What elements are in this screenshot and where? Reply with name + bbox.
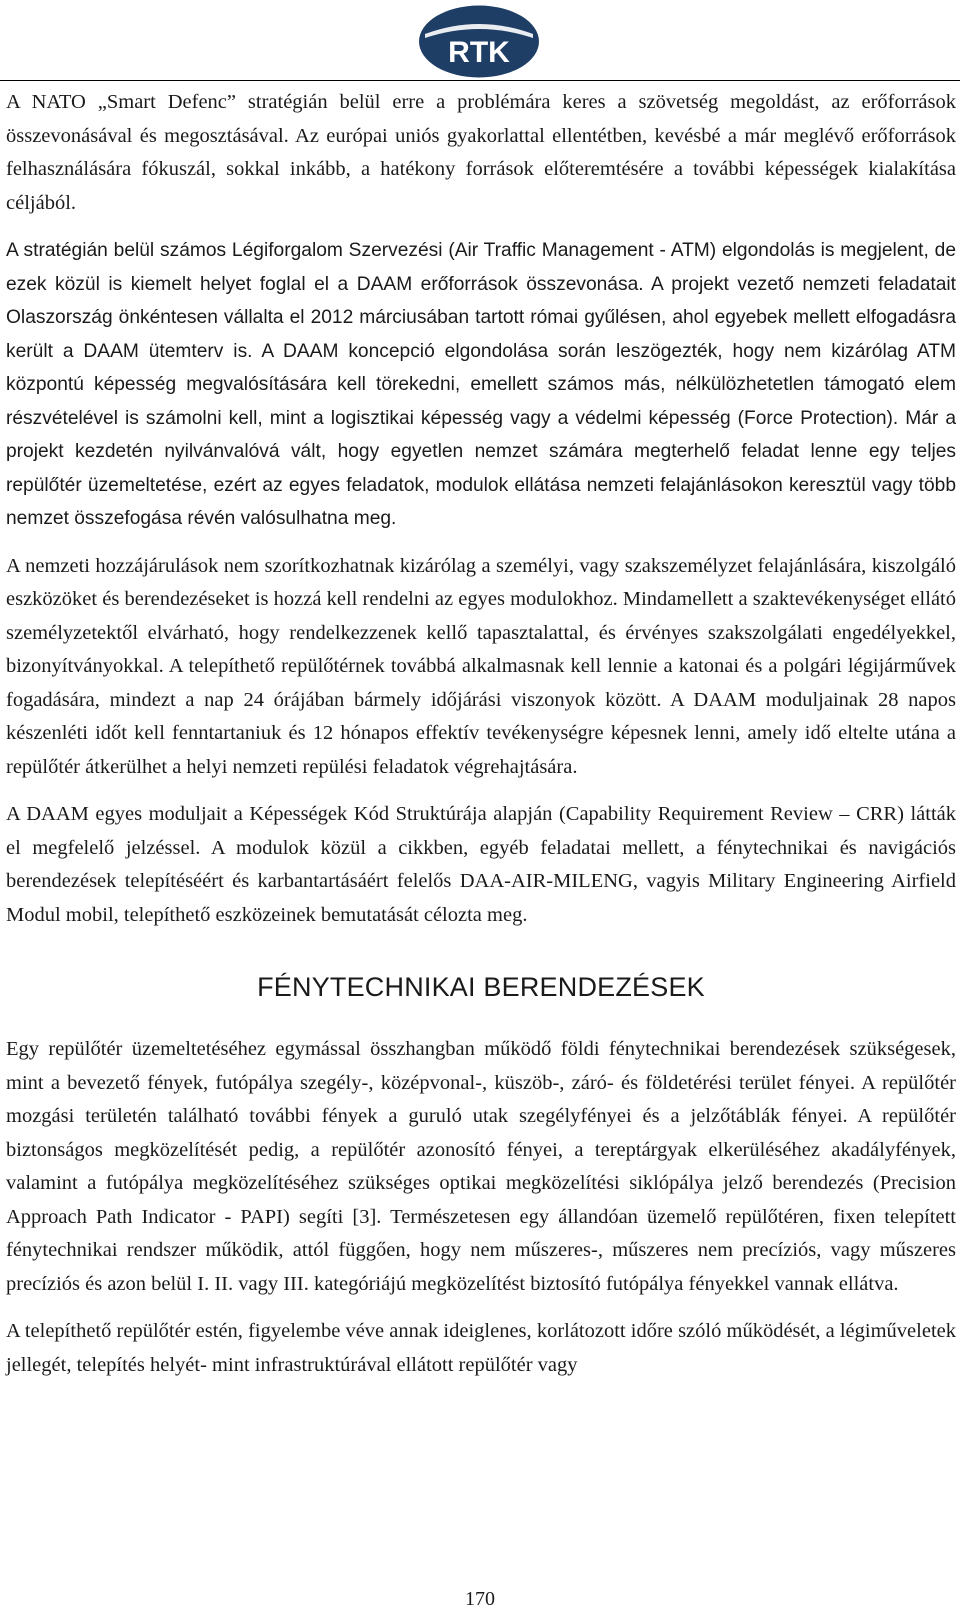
paragraph-4: A DAAM egyes moduljait a Képességek Kód Struktúrája alapján (Capability Requirement Review – CRR) látták el megfelelő jelzéssel. A modulok közül a cikkben, egyéb feladatai mellett, a fénytechnikai és navigációs berendezések telepítéséért és karbantartásáért felelős DAA-AIR-MILENG, vagyis Military Engineering Airfield Modul mobil, telepíthető eszközeinek bemutatását célozta meg. bbox=[6, 803, 956, 926]
page-number: 170 bbox=[465, 1588, 495, 1610]
header-rule bbox=[0, 80, 960, 81]
paragraph-3: A nemzeti hozzájárulások nem szorítkozhatnak kizárólag a személyi, vagy szakszemélyzet felajánlására, kiszolgáló eszközöket és berendezéseket is hozzá kell rendelni az egyes modulokhoz. Mindamellett a szaktevékenységet ellátó személyzetektől elvárható, hogy rendelkezzenek kellő tapasztalattal, és érvényes szakszolgálati engedélyekkel, bizonyítványokkal. A telepíthető repülőtérnek továbbá alkalmasnak kell lennie a katonai és a polgári légijárművek fogadására, mindezt a nap 24 órájában bármely időjárási viszonyok között. A DAAM moduljainak 28 napos készenléti időt kell fenntartaniuk és 12 hónapos effektív tevékenységre képesnek lenni, amely idő eltelte utána a repülőtér átkerülhet a helyi nemzeti repülési feladatok végrehajtására. bbox=[6, 554, 956, 778]
section-heading: FÉNYTECHNIKAI BERENDEZÉSEK bbox=[257, 972, 705, 1002]
paragraph-2: A stratégián belül számos Légiforgalom Szervezési (Air Traffic Management - ATM) elgondolás is megjelent, de ezek közül is kiemelt helyet foglal el a DAAM erőforrások összevonása. A projekt vezető nemzeti feladatait Olaszország önkéntesen vállalta el 2012 márciusában tartott római gyűlésen, ahol egyebek mellett elfogadásra került a DAAM ütemterv is. A DAAM koncepció elgondolása során leszögezték, hogy nem kizárólag ATM központú képesség megvalósítására kell törekedni, emellett számos más, nélkülözhetetlen támogató elem részvételével is számolni kell, mint a logisztikai képesség vagy a védelmi képesség (Force Protection). Már a projekt kezdetén nyilvánvalóvá vált, hogy egyetlen nemzet számára megterhelő feladat lenne egy teljes repülőtér üzemeltetése, ezért az egyes feladatok, modulok ellátása nemzeti felajánlásokon keresztül vagy több nemzet összefogása révén valósulhatna meg. bbox=[6, 240, 956, 529]
paragraph-1: A NATO „Smart Defenc” stratégián belül erre a problémára keres a szövetség megoldást, az erőforrások összevonásával és megosztásával. Az európai uniós gyakorlattal ellentétben, kevésbé a már meglévő erőforrások felhasználására fókuszál, sokkal inkább, a hatékony források előteremtésére a további képességek kialakítása céljából. bbox=[6, 91, 956, 214]
rtk-logo-text: RTK bbox=[448, 36, 510, 69]
section-paragraph-2: A telepíthető repülőtér estén, figyelembe véve annak ideiglenes, korlátozott időre szóló működését, a légiműveletek jellegét, telepítés helyét- mint infrastruktúrával ellátott repülőtér vagy bbox=[6, 1320, 956, 1376]
document-body bbox=[6, 86, 956, 1396]
rtk-logo bbox=[417, 4, 541, 79]
section-paragraph-1: Egy repülőtér üzemeltetéséhez egymással összhangban működő földi fénytechnikai berendezések szükségesek, mint a bevezető fények, futópálya szegély-, középvonal-, küszöb-, záró- és földetérési terület fényei. A repülőtér mozgási területén található további fények a guruló utak szegélyfényei és a jelzőtáblák fényei. A repülőtér biztonságos megközelítését pedig, a repülőtér azonosító fényei, a tereptárgyak elkerüléséhez akadályfények, valamint a futópálya megközelítéséhez szükséges optikai megközelítési siklópálya jelző berendezés (Precision Approach Path Indicator - PAPI) segíti [3]. Természetesen egy állandóan üzemelő repülőtéren, fixen telepített fénytechnikai rendszer működik, attól függően, hogy nem műszeres-, műszeres nem precíziós, vagy műszeres precíziós és azon belül I. II. vagy III. kategóriájú megközelítést biztosító futópálya fényekkel vannak ellátva. bbox=[6, 1038, 956, 1295]
